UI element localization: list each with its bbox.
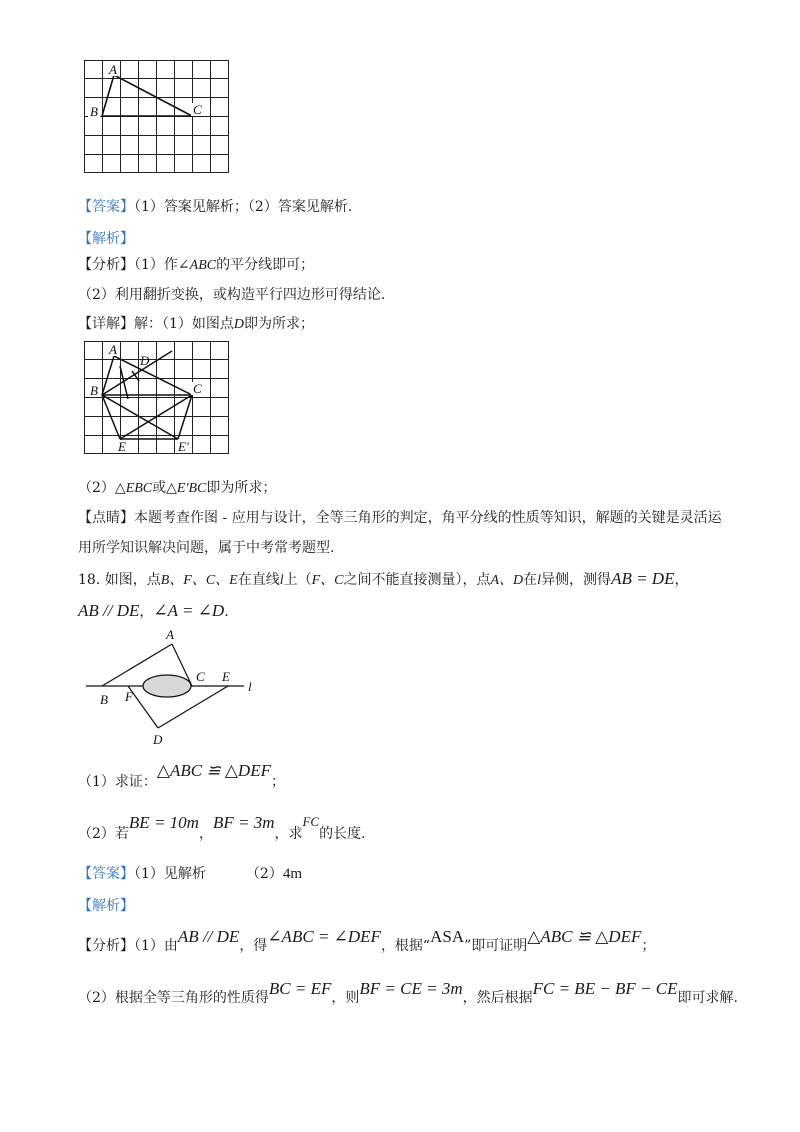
question-18-part2	[78, 813, 366, 844]
q18-line-l: l	[279, 573, 284, 588]
congruence-statement: △ABC ≌ △DEF	[156, 761, 271, 780]
vertex-label-c: C	[193, 381, 202, 396]
detail-tag: 【详解】	[78, 316, 134, 332]
fenxi-text: ，则	[331, 990, 360, 1006]
q18-text: 上（	[283, 572, 312, 588]
fenxi-tag: 【分析】	[78, 938, 134, 954]
q18-text: .	[224, 604, 229, 620]
q18-parallel: AB // DE	[78, 601, 140, 620]
part1-text: ；	[270, 774, 285, 790]
point-label-d: D	[153, 732, 163, 747]
point-label-c: C	[196, 669, 205, 684]
q18-text: 异侧，测得	[541, 572, 612, 588]
fenxi-angle-equation: ∠ABC = ∠DEF	[267, 927, 381, 946]
fenxi-tag: 【分析】	[78, 257, 134, 273]
grid-figure-construction	[84, 341, 230, 457]
question-18-part1	[78, 761, 285, 792]
fenxi-text: 的平分线即可；	[216, 257, 315, 273]
answer-18	[78, 864, 302, 884]
fenxi-text: （1）由	[134, 938, 178, 954]
fenxi-text: 即可求解.	[677, 990, 738, 1006]
q18-points: A、D	[490, 573, 524, 588]
analysis-tag-17: 【解析】	[78, 231, 134, 247]
bf-value: BF = 3m	[212, 813, 275, 832]
q18-points: F、C	[311, 573, 344, 588]
fenxi-18-line1	[78, 927, 656, 956]
answer-tag: 【答案】	[78, 866, 134, 882]
comment-text: 本题考查作图 - 应用与设计，全等三角形的判定，角平分线的性质等知识，解题的关键是灵活运	[134, 510, 722, 526]
point-label-a: A	[166, 627, 174, 642]
answer-part2: （2）	[245, 866, 283, 882]
part2-text: ，求	[274, 826, 303, 842]
answer-17	[78, 197, 352, 217]
fenxi-17-line2: （2）利用翻折变换，或构造平行四边形可得结论.	[78, 287, 386, 303]
fenxi-bf-ce: BF = CE = 3m	[359, 979, 463, 998]
fenxi-text: （2）根据全等三角形的性质得	[78, 990, 269, 1006]
fenxi-text: ；	[641, 938, 656, 954]
fenxi-parallel: AB // DE	[177, 927, 240, 946]
point-label-f: F	[125, 689, 133, 704]
vertex-label-a: A	[109, 342, 117, 357]
q18-line-l: l	[537, 573, 542, 588]
fenxi-text: ，然后根据	[462, 990, 533, 1006]
be-value: BE = 10m	[128, 813, 199, 832]
grid-figure-triangle-abc	[84, 60, 230, 176]
triangle-e-prime-bc: △E'BC	[166, 481, 207, 496]
comment-tag: 【点睛】	[78, 510, 134, 526]
part1-text: （1）求证：	[78, 774, 157, 790]
q18-angle-equation: ∠A = ∠D	[153, 601, 225, 620]
detail-text: 即为所求；	[244, 316, 315, 332]
comment-17-line1	[78, 508, 722, 528]
fenxi-text: ，根据“	[380, 938, 431, 954]
q18-points: B、F、C、E	[160, 573, 238, 588]
fenxi-text: ”即可证明	[464, 938, 528, 954]
q18-text: ，	[674, 572, 689, 588]
fenxi-17-line1	[78, 255, 314, 276]
angle-abc: ABC	[189, 258, 217, 273]
triangle-ebc: △EBC	[114, 481, 153, 496]
vertex-label-a: A	[109, 62, 117, 77]
question-18-line1	[78, 569, 688, 591]
fenxi-asa: ASA	[430, 927, 465, 946]
answer-fc-value: 4m	[282, 866, 303, 882]
analysis-tag-18: 【解析】	[78, 898, 134, 914]
answer-part1: （1）见解析	[134, 866, 206, 882]
vertex-label-b: B	[90, 383, 98, 398]
point-label-e: E	[222, 669, 230, 684]
q18-text: 在直线	[237, 572, 280, 588]
answer-text: （1）答案见解析；（2）答案见解析.	[134, 199, 353, 215]
line-label-l: l	[248, 679, 252, 694]
q18-text: 18. 如图，点	[78, 572, 161, 588]
q18-text: 在	[523, 572, 538, 588]
vertex-label-b: B	[90, 104, 98, 119]
question-18-line2	[78, 601, 229, 622]
q18-text: ，	[139, 604, 154, 620]
detail-17	[78, 314, 314, 335]
fenxi-text: （1）作∠	[134, 257, 190, 273]
fenxi-text: ，得	[239, 938, 268, 954]
point-d: D	[233, 317, 245, 332]
part2-text: （2）若	[78, 826, 129, 842]
q18-equation: AB = DE	[611, 569, 675, 588]
part2-17	[78, 478, 276, 499]
q18-text: 之间不能直接测量），点	[343, 572, 491, 588]
part2-text: 即为所求；	[206, 480, 277, 496]
detail-text: 解：（1）如图点	[134, 316, 234, 332]
part2-text: 的长度.	[319, 826, 366, 842]
point-label-e: E	[118, 439, 126, 454]
figure-line-l-quadrilateral	[80, 625, 280, 749]
fc-segment: FC	[302, 814, 320, 829]
point-label-e-prime: E'	[178, 439, 189, 454]
fenxi-fc-formula: FC = BE − BF − CE	[532, 979, 678, 998]
part2-text: （2）	[78, 480, 115, 496]
fenxi-congruence: △ABC ≌ △DEF	[527, 927, 642, 946]
point-label-b: B	[100, 692, 108, 707]
vertex-label-c: C	[193, 102, 202, 117]
answer-tag: 【答案】	[78, 199, 134, 215]
point-label-d: D	[140, 353, 150, 368]
part2-text: 或	[152, 480, 167, 496]
fenxi-bc-ef: BC = EF	[268, 979, 332, 998]
fenxi-18-line2	[78, 979, 738, 1008]
part2-text: ，	[198, 826, 213, 842]
comment-17-line2: 用所学知识解决问题，属于中考常考题型.	[78, 540, 335, 556]
